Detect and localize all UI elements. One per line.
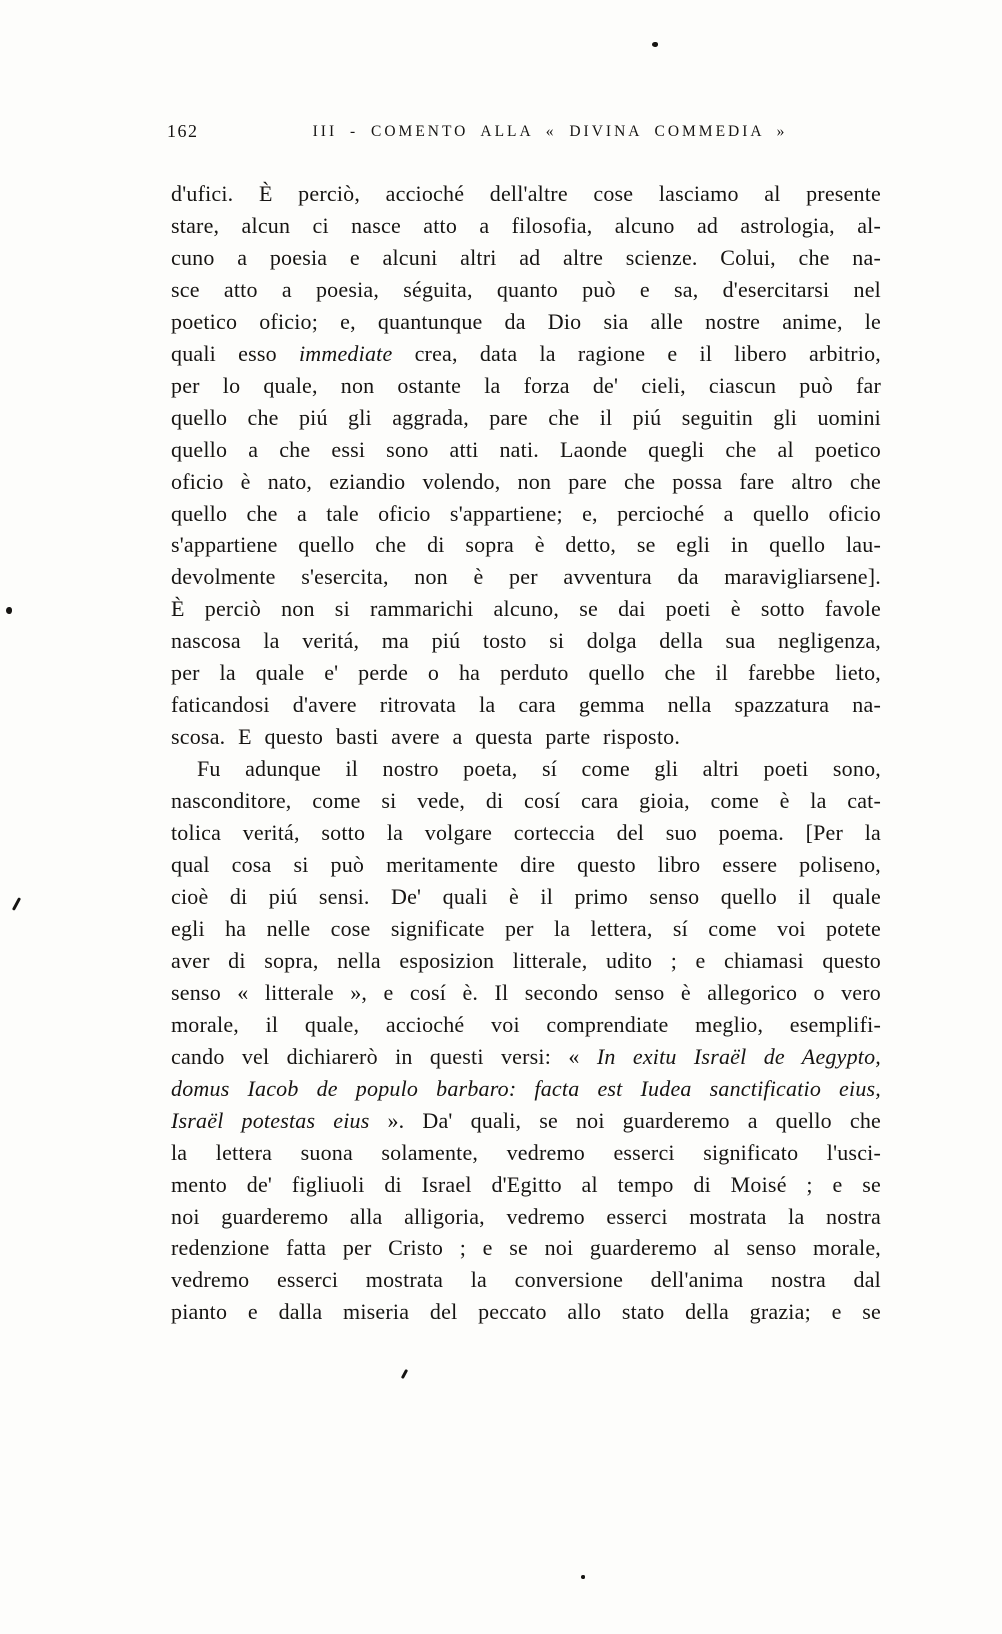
text-line [171, 689, 881, 721]
text-segment: oficio è nato, eziandio volendo, non pare che possa fare altro che [171, 468, 881, 494]
ink-mark [652, 42, 658, 47]
text-line [171, 1105, 881, 1137]
text-line [171, 306, 881, 338]
text-segment: Fu adunque il nostro poeta, sí come gli altri poeti sono, [197, 756, 881, 782]
text-line [171, 274, 881, 306]
text-line [171, 881, 881, 913]
text-block [171, 178, 881, 1328]
text-line [171, 210, 881, 242]
text-segment: s'appartiene quello che di sopra è detto, se egli in quello lau- [171, 532, 881, 558]
ink-mark [6, 607, 12, 614]
text-segment: quello che piú gli aggrada, pare che il piú seguitin gli uomini [171, 404, 881, 430]
ink-mark [401, 1369, 408, 1379]
text-segment: cioè di piú sensi. De' quali è il primo senso quello il quale [171, 883, 881, 909]
text-segment: sce atto a poesia, séguita, quanto può e sa, d'esercitarsi nel [171, 276, 881, 302]
text-segment: faticandosi d'avere ritrovata la cara gemma nella spazzatura na- [171, 692, 881, 718]
text-segment: tolica veritá, sotto la volgare corteccia del suo poema. [Per la [171, 820, 881, 846]
ink-mark [12, 897, 21, 911]
running-title: III - COMENTO ALLA « DIVINA COMMEDIA » [312, 123, 788, 140]
text-segment: stare, alcun ci nasce atto a filosofia, alcuno ad astrologia, al- [171, 212, 881, 238]
text-line [171, 434, 881, 466]
text-line [171, 242, 881, 274]
page-header [167, 118, 881, 144]
text-line [171, 466, 881, 498]
text-segment: redenzione fatta per Cristo ; e se noi guarderemo al senso morale, [171, 1235, 881, 1261]
italic-text-segment: immediate [298, 340, 393, 366]
text-line [171, 402, 881, 434]
text-segment: vedremo esserci mostrata la conversione dell'anima nostra dal [171, 1267, 881, 1293]
text-line [171, 1296, 881, 1328]
text-segment: nasconditore, come si vede, di cosí cara gioia, come è la cat- [171, 788, 881, 814]
text-line [171, 561, 881, 593]
text-segment: poetico oficio; e, quantunque da Dio sia alle nostre anime, le [171, 308, 881, 334]
text-segment: senso « litterale », e cosí è. Il secondo senso è allegorico o vero [171, 979, 881, 1005]
text-line [171, 593, 881, 625]
text-line [171, 945, 881, 977]
text-line [171, 1137, 881, 1169]
page-number: 162 [167, 121, 199, 141]
text-segment: devolmente s'esercita, non è per avventura da maravigliarsene]. [171, 564, 881, 590]
text-segment: aver di sopra, nella esposizion litterale, udito ; e chiamasi questo [171, 947, 881, 973]
text-line [171, 977, 881, 1009]
text-segment: quali esso [171, 340, 299, 366]
text-segment: noi guarderemo alla alligoria, vedremo esserci mostrata la nostra [171, 1203, 881, 1229]
text-segment: nascosa la veritá, ma piú tosto si dolga della sua negligenza, [171, 628, 881, 654]
text-line [171, 1264, 881, 1296]
text-line [171, 529, 881, 561]
text-line [171, 1009, 881, 1041]
italic-text-segment: domus Iacob de populo barbaro: facta est Iudea sanctificatio eius, [171, 1075, 881, 1101]
text-segment: ». Da' quali, se noi guarderemo a quello che [369, 1107, 881, 1133]
text-segment: per la quale e' perde o ha perduto quello che il farebbe lieto, [171, 660, 881, 686]
text-segment: d'ufici. È perciò, accioché dell'altre cose lasciamo al presente [171, 181, 881, 206]
text-segment: per lo quale, non ostante la forza de' cieli, ciascun può far [171, 372, 881, 398]
text-line [171, 1073, 881, 1105]
text-line [171, 849, 881, 881]
text-line [171, 913, 881, 945]
text-line [171, 1041, 881, 1073]
ink-mark [581, 1575, 585, 1579]
text-line [171, 370, 881, 402]
text-segment: mento de' figliuoli di Israel d'Egitto al tempo di Moisé ; e se [171, 1171, 881, 1197]
text-segment: la lettera suona solamente, vedremo esserci significato l'usci- [171, 1139, 881, 1165]
text-line [171, 1169, 881, 1201]
text-segment: morale, il quale, accioché voi comprendiate meglio, esemplifi- [171, 1011, 881, 1037]
text-segment: cando vel dichiarerò in questi versi: « [171, 1043, 597, 1069]
text-segment: quello a che essi sono atti nati. Laonde quegli che al poetico [171, 436, 881, 462]
text-segment: pianto e dalla miseria del peccato allo stato della grazia; e se [171, 1299, 881, 1325]
text-line [171, 178, 881, 210]
text-segment: È perciò non si rammarichi alcuno, se dai poeti è sotto favole [171, 596, 881, 622]
text-segment: quello che a tale oficio s'appartiene; e, percioché a quello oficio [171, 500, 881, 526]
text-segment: qual cosa si può meritamente dire questo libro essere poliseno, [171, 852, 881, 878]
text-line [171, 1232, 881, 1264]
text-segment: scosa. E questo basti avere a questa parte risposto. [171, 724, 681, 750]
text-segment: egli ha nelle cose significate per la lettera, sí come voi potete [171, 915, 881, 941]
text-segment: crea, data la ragione e il libero arbitrio, [392, 340, 882, 366]
text-line [171, 817, 881, 849]
text-segment: cuno a poesia e alcuni altri ad altre scienze. Colui, che na- [171, 244, 881, 270]
text-line [171, 753, 881, 785]
italic-text-segment: Israël potestas eius [171, 1107, 370, 1133]
text-line [171, 338, 881, 370]
italic-text-segment: In exitu Israël de Aegypto, [596, 1043, 881, 1069]
text-line [171, 657, 881, 689]
text-line [171, 721, 881, 753]
text-line [171, 1201, 881, 1233]
text-line [171, 625, 881, 657]
text-line [171, 498, 881, 530]
text-line [171, 785, 881, 817]
